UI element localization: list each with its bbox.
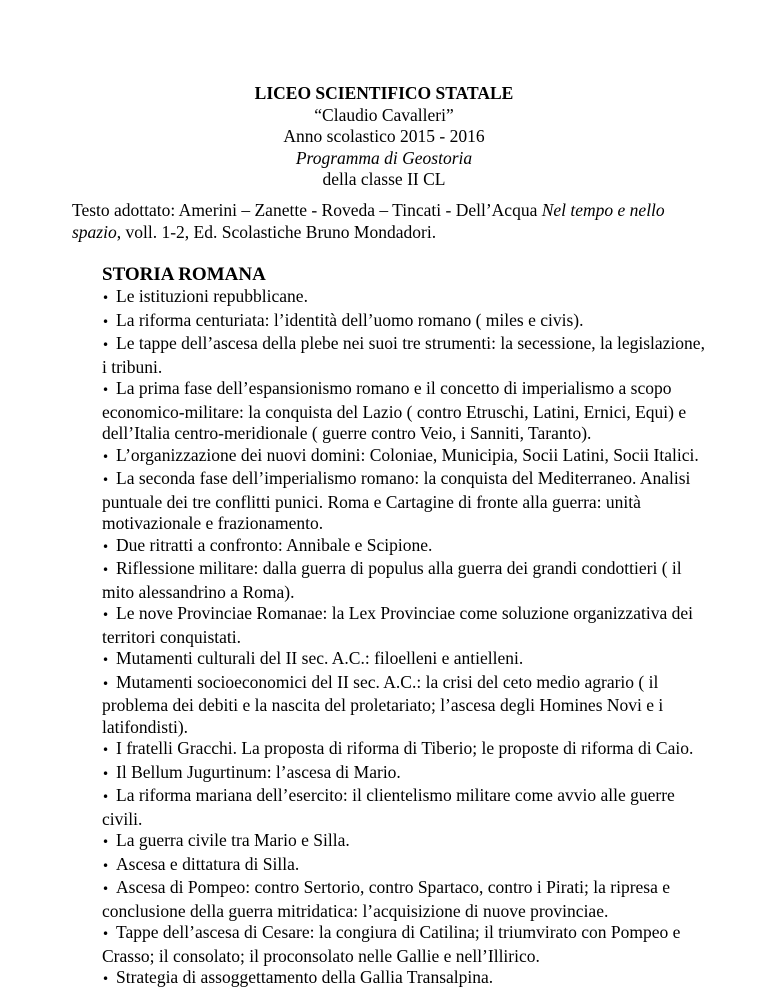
list-item-text: La guerra civile tra Mario e Silla.	[116, 830, 350, 850]
list-item	[102, 738, 710, 762]
list-item	[102, 603, 710, 648]
list-item-text: Mutamenti socioeconomici del II sec. A.C.: la crisi del ceto medio agrario ( il problema dei debiti e la nascita del proletariato; l’ascesa degli Homines Novi e i latifondisti).	[102, 671, 664, 737]
list-item	[102, 877, 710, 922]
list-item	[102, 558, 710, 603]
list-item-text: Le nove Provinciae Romanae: la Lex Provinciae come soluzione organizzativa dei territori conquistati.	[102, 603, 693, 647]
bullet-icon: •	[102, 835, 110, 849]
bullet-icon: •	[102, 383, 110, 397]
list-item-text: Due ritratti a confronto: Annibale e Scipione.	[116, 534, 433, 555]
list-item	[102, 333, 710, 378]
list-item	[102, 310, 710, 334]
list-item-text: Riflessione militare: dalla guerra di populus alla guerra dei grandi condottieri ( il mito alessandrino a Roma).	[102, 558, 682, 602]
list-item-text: Strategia di assoggettamento della Gallia Transalpina.	[116, 967, 494, 987]
bullet-icon: •	[102, 314, 110, 329]
list-item-text: Ascesa di Pompeo: contro Sertorio, contro Spartaco, contro i Pirati; la ripresa e conclusione della guerra mitridatica: l’acquisizione di nuove provinciae.	[102, 877, 671, 921]
bullet-icon: •	[102, 743, 110, 757]
list-item-text: La prima fase dell’espansionismo romano e il concetto di imperialismo a scopo economico-militare: la conquista del Lazio ( contro Etruschi, Latini, Ernici, Equi) e dell’Italia centro-meridionale ( guerre contro Veio, i Sanniti, Taranto).	[102, 378, 687, 443]
bullet-icon: •	[102, 539, 110, 554]
list-item	[102, 967, 710, 991]
bullet-icon: •	[102, 882, 110, 896]
list-item	[102, 785, 710, 830]
bullet-icon: •	[102, 766, 110, 781]
textbook-suffix: , voll. 1-2, Ed. Scolastiche Bruno Mondadori.	[116, 221, 437, 242]
list-item	[102, 648, 710, 672]
bullet-icon: •	[102, 338, 110, 352]
list-item	[102, 286, 710, 310]
program-title: Programma di Geostoria	[295, 147, 473, 168]
school-title: “Claudio Cavalleri”	[314, 104, 454, 125]
bullet-icon: •	[102, 972, 110, 986]
list-item-text: I fratelli Gracchi. La proposta di riforma di Tiberio; le proposte di riforma di Caio.	[116, 738, 694, 758]
school-year: Anno scolastico 2015 - 2016	[283, 126, 485, 146]
bullet-icon: •	[102, 563, 110, 577]
list-item	[102, 672, 710, 739]
list-item	[102, 762, 710, 786]
bullet-icon: •	[102, 927, 110, 941]
bullet-icon: •	[102, 473, 110, 487]
list-item-text: Le istituzioni repubblicane.	[116, 286, 308, 306]
textbook-prefix: Testo adottato: Amerini – Zanette - Roveda – Tincati - Dell’Acqua	[72, 200, 542, 220]
school-name: LICEO SCIENTIFICO STATALE	[254, 83, 514, 103]
bullet-icon: •	[102, 790, 110, 804]
list-item	[102, 535, 710, 559]
bullet-icon: •	[102, 449, 110, 464]
list-item	[102, 378, 710, 445]
list-item-text: La riforma mariana dell’esercito: il clientelismo militare come avvio alle guerre civili.	[102, 785, 675, 829]
list-item-text: Mutamenti culturali del II sec. A.C.: filoelleni e antielleni.	[116, 648, 524, 668]
bullet-icon: •	[102, 608, 110, 622]
list-item	[102, 445, 710, 469]
list-item	[102, 468, 710, 535]
list-item-text: Il Bellum Jugurtinum: l’ascesa di Mario.	[116, 761, 401, 782]
document-header	[0, 83, 768, 191]
list-item	[102, 854, 710, 878]
list-item	[102, 830, 710, 854]
list-item	[102, 922, 710, 967]
list-item-text: La riforma centuriata: l’identità dell’uomo romano ( miles e civis).	[116, 309, 584, 330]
section-title: STORIA ROMANA	[102, 264, 266, 285]
list-item-text: Ascesa e dittatura di Silla.	[116, 853, 300, 874]
bullet-icon: •	[102, 653, 110, 667]
topic-list	[102, 286, 710, 991]
list-item-text: L’organizzazione dei nuovi domini: Coloniae, Municipia, Socii Latini, Socii Italici.	[116, 444, 699, 465]
bullet-icon: •	[102, 291, 110, 305]
textbook-info	[72, 200, 702, 243]
textbook-title: Nel tempo e nello spazio	[72, 200, 665, 242]
list-item-text: Le tappe dell’ascesa della plebe nei suoi tre strumenti: la secessione, la legislazione, i tribuni.	[102, 333, 705, 377]
list-item-text: La seconda fase dell’imperialismo romano: la conquista del Mediterraneo. Analisi puntuale dei tre conflitti punici. Roma e Cartagine di fronte alla guerra: unità motivazionale e frazionamento.	[102, 468, 691, 533]
section-storia-romana	[102, 264, 710, 991]
class-name: della classe II CL	[322, 169, 446, 189]
bullet-icon: •	[102, 676, 110, 691]
bullet-icon: •	[102, 858, 110, 873]
list-item-text: Tappe dell’ascesa di Cesare: la congiura di Catilina; il triumvirato con Pompeo e Crasso; il consolato; il proconsolato nelle Gallie e nell’Illirico.	[102, 922, 681, 966]
